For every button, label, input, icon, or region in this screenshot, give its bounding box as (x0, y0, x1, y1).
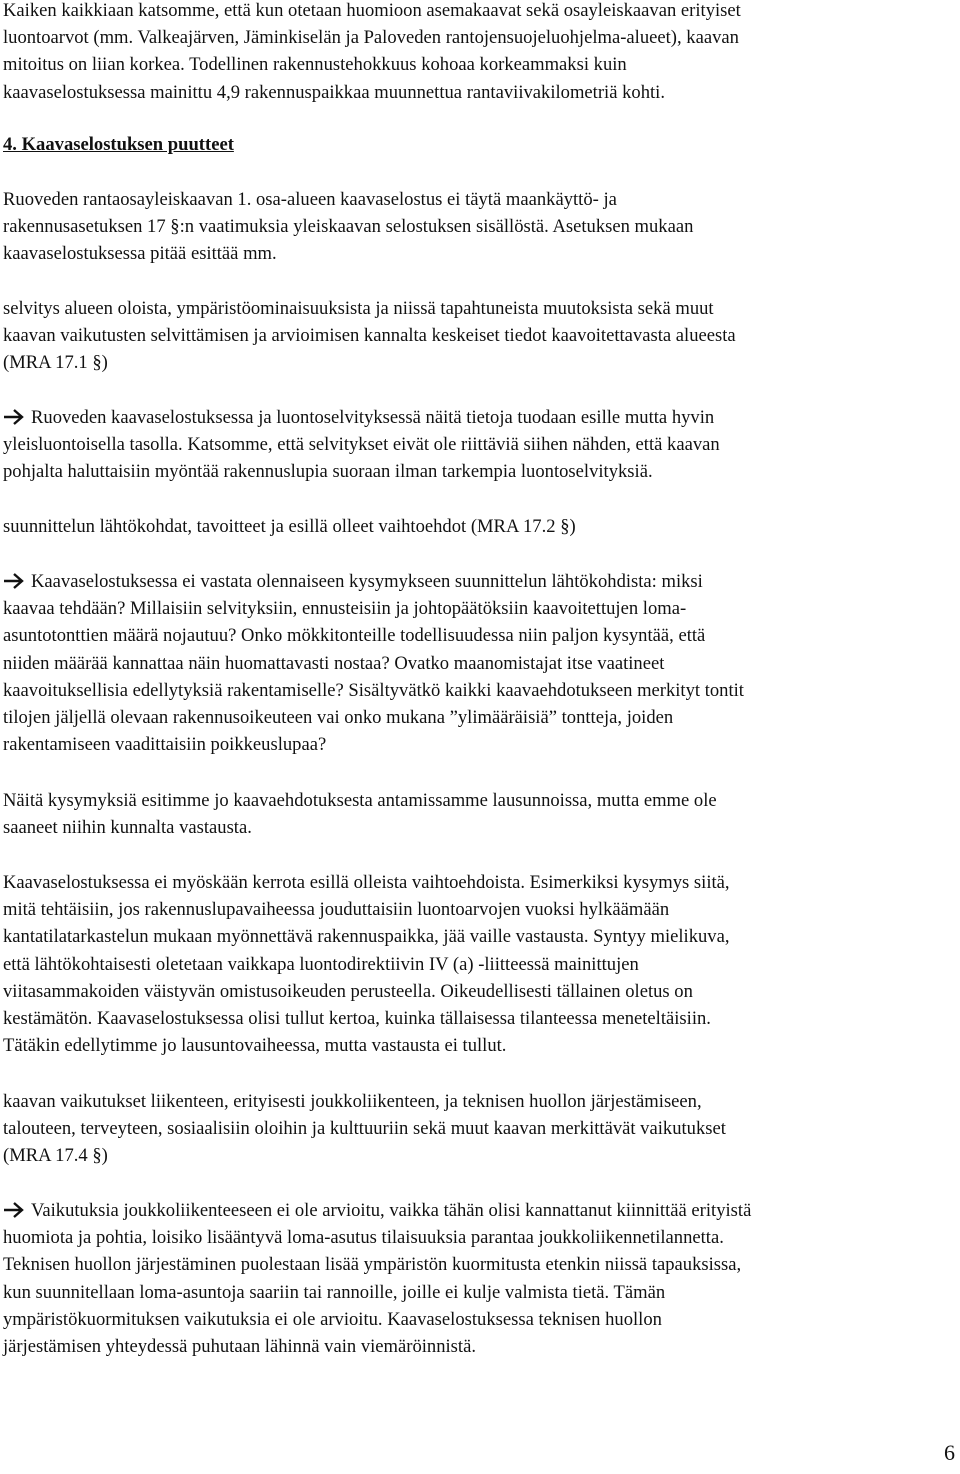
text-span: Ruoveden kaavaselostuksessa ja luontoselvityksessä näitä tietoja tuodaan esille mutta hyvin (31, 407, 715, 428)
text-line: kestämätön. Kaavaselostuksessa olisi tullut kertoa, kuinka tällaisessa tilanteessa meneteltäisiin. (3, 1008, 711, 1030)
selvitys-paragraph (3, 295, 736, 377)
text-line: että lähtökohtaisesti oletetaan vaikkapa luontodirektiivin IV (a) -liitteessä mainittujen (3, 953, 639, 975)
suunnittelu-paragraph (3, 513, 576, 540)
text-line (3, 568, 744, 595)
text-line (3, 404, 720, 431)
text-line: saaneet niihin kunnalta vastausta. (3, 817, 252, 839)
right-arrow-icon (3, 572, 25, 590)
text-line: rakennusasetuksen 17 §:n vaatimuksia yleiskaavan selostuksen sisällöstä. Asetuksen mukaan (3, 216, 694, 238)
vaikutukset-paragraph (3, 1088, 726, 1170)
text-line: niiden määrää kannattaa näin huomattavasti nostaa? Ovatko maanomistajat itse vaatineet (3, 652, 665, 674)
text-line: kaavaselostuksessa mainittu 4,9 rakennuspaikkaa muunnettua rantaviivakilometriä kohti. (3, 81, 665, 103)
text-line: talouteen, terveyteen, sosiaalisiin oloihin ja kulttuuriin sekä muut kaavan merkittävät vaikutukset (3, 1118, 726, 1140)
text-line: Tätäkin edellytimme jo lausuntovaiheessa, mutta vastausta ei tullut. (3, 1035, 507, 1057)
text-line: kaavan vaikutukset liikenteen, erityisesti joukkoliikenteen, ja teknisen huollon järjestämiseen, (3, 1091, 702, 1112)
text-line: suunnittelun lähtökohdat, tavoitteet ja esillä olleet vaihtoehdot (MRA 17.2 §) (3, 516, 576, 537)
text-line: kaavan vaikutusten selvittämisen ja arvioimisen kannalta keskeiset tiedot kaavoitettavasta alueesta (3, 325, 736, 347)
text-span: Kaavaselostuksessa ei vastata olennaiseen kysymykseen suunnittelun lähtökohdista: miksi (31, 571, 703, 592)
arrow-paragraph-3 (3, 1197, 751, 1360)
text-line: pohjalta haluttaisiin myöntää rakennuslupia suoraan ilman tarkempia luontoselvityksiä. (3, 461, 653, 483)
text-line: kaavoituksellisia edellytyksiä rakentamiselle? Sisältyvätkö kaikki kaavaehdotukseen merkityt tontit (3, 679, 744, 701)
text-line: mitoitus on liian korkea. Todellinen rakennustehokkuus kohoaa korkeammaksi kuin (3, 54, 627, 76)
text-line: huomiota ja pohtia, loisiko lisääntyvä loma-asutus tilaisuuksia parantaa joukkoliikennetilannetta. (3, 1227, 724, 1249)
text-line: Teknisen huollon järjestäminen puolestaan lisää ympäristön kuormitusta etenkin niissä tapauksissa, (3, 1254, 742, 1276)
text-line: asuntotonttien määrä nojautuu? Onko mökkitonteille todellisuudessa niin paljon kysyntää, että (3, 625, 706, 647)
text-line: Kaavaselostuksessa ei myöskään kerrota esillä olleista vaihtoehdoista. Esimerkiksi kysymys siitä, (3, 872, 730, 893)
text-line: Kaiken kaikkiaan katsomme, että kun otetaan huomioon asemakaavat sekä osayleiskaavan erityiset (3, 0, 741, 21)
right-arrow-icon (3, 1201, 25, 1219)
text-line (3, 1197, 751, 1224)
text-line: kaavaselostuksessa pitää esittää mm. (3, 243, 277, 265)
text-line: viitasammakoiden väistyvän omistusoikeuden perusteella. Oikeudellisesti tällainen oletus on (3, 980, 693, 1002)
text-line: luontoarvot (mm. Valkeajärven, Jäminkiselän ja Paloveden rantojensuojeluohjelma-alueet), kaavan (3, 27, 739, 49)
text-line: mitä tehtäisiin, jos rakennuslupavaiheessa jouduttaisiin luontoarvojen vuoksi hylkäämään (3, 899, 670, 921)
arrow-paragraph-2 (3, 568, 744, 758)
intro-paragraph (3, 0, 741, 106)
text-line: tilojen jäljellä olevaan rakennusoikeuteen vai onko mukana ”ylimääräisiä” tontteja, joiden (3, 707, 674, 729)
text-line: rakentamiseen vaadittaisiin poikkeuslupaa? (3, 734, 327, 756)
ruovesi-paragraph (3, 186, 693, 268)
text-span: Vaikutuksia joukkoliikenteeseen ei ole arvioitu, vaikka tähän olisi kannattanut kiinnittää erityistä (31, 1200, 752, 1221)
page-number: 6 (944, 1440, 955, 1465)
text-line: selvitys alueen oloista, ympäristöominaisuuksista ja niissä tapahtuneista muutoksista sekä muut (3, 298, 714, 319)
text-line: yleisluontoisella tasolla. Katsomme, että selvitykset eivät ole riittäviä siihen nähden, että kaavan (3, 434, 720, 456)
naita-paragraph (3, 787, 717, 841)
text-line: ympäristökuormituksen vaikutuksia ei ole arvioitu. Kaavaselostuksessa teknisen huollon (3, 1308, 662, 1330)
text-line: (MRA 17.1 §) (3, 352, 108, 374)
section-heading: 4. Kaavaselostuksen puutteet (3, 134, 234, 155)
section-heading-block (3, 131, 234, 158)
right-arrow-icon (3, 408, 25, 426)
text-line: Ruoveden rantaosayleiskaavan 1. osa-alueen kaavaselostus ei täytä maankäyttö- ja (3, 189, 617, 210)
text-line: kun suunnitellaan loma-asuntoja saariin tai rannoille, joille ei kulje valmista tietä. Tämän (3, 1281, 666, 1303)
text-line: Näitä kysymyksiä esitimme jo kaavaehdotuksesta antamissamme lausunnoissa, mutta emme ole (3, 790, 717, 811)
arrow-paragraph-1 (3, 404, 720, 486)
text-line: kaavaa tehdään? Millaisiin selvityksiin, ennusteisiin ja johtopäätöksiin kaavoitettujen loma- (3, 598, 687, 620)
vaihtoehdot-paragraph (3, 869, 730, 1059)
text-line: järjestämisen yhteydessä puhutaan lähinnä vain viemäröinnistä. (3, 1336, 476, 1358)
text-line: kantatilatarkastelun mukaan myönnettävä rakennuspaikka, jää vaille vastausta. Syntyy mielikuva, (3, 926, 730, 948)
text-line: (MRA 17.4 §) (3, 1145, 108, 1167)
